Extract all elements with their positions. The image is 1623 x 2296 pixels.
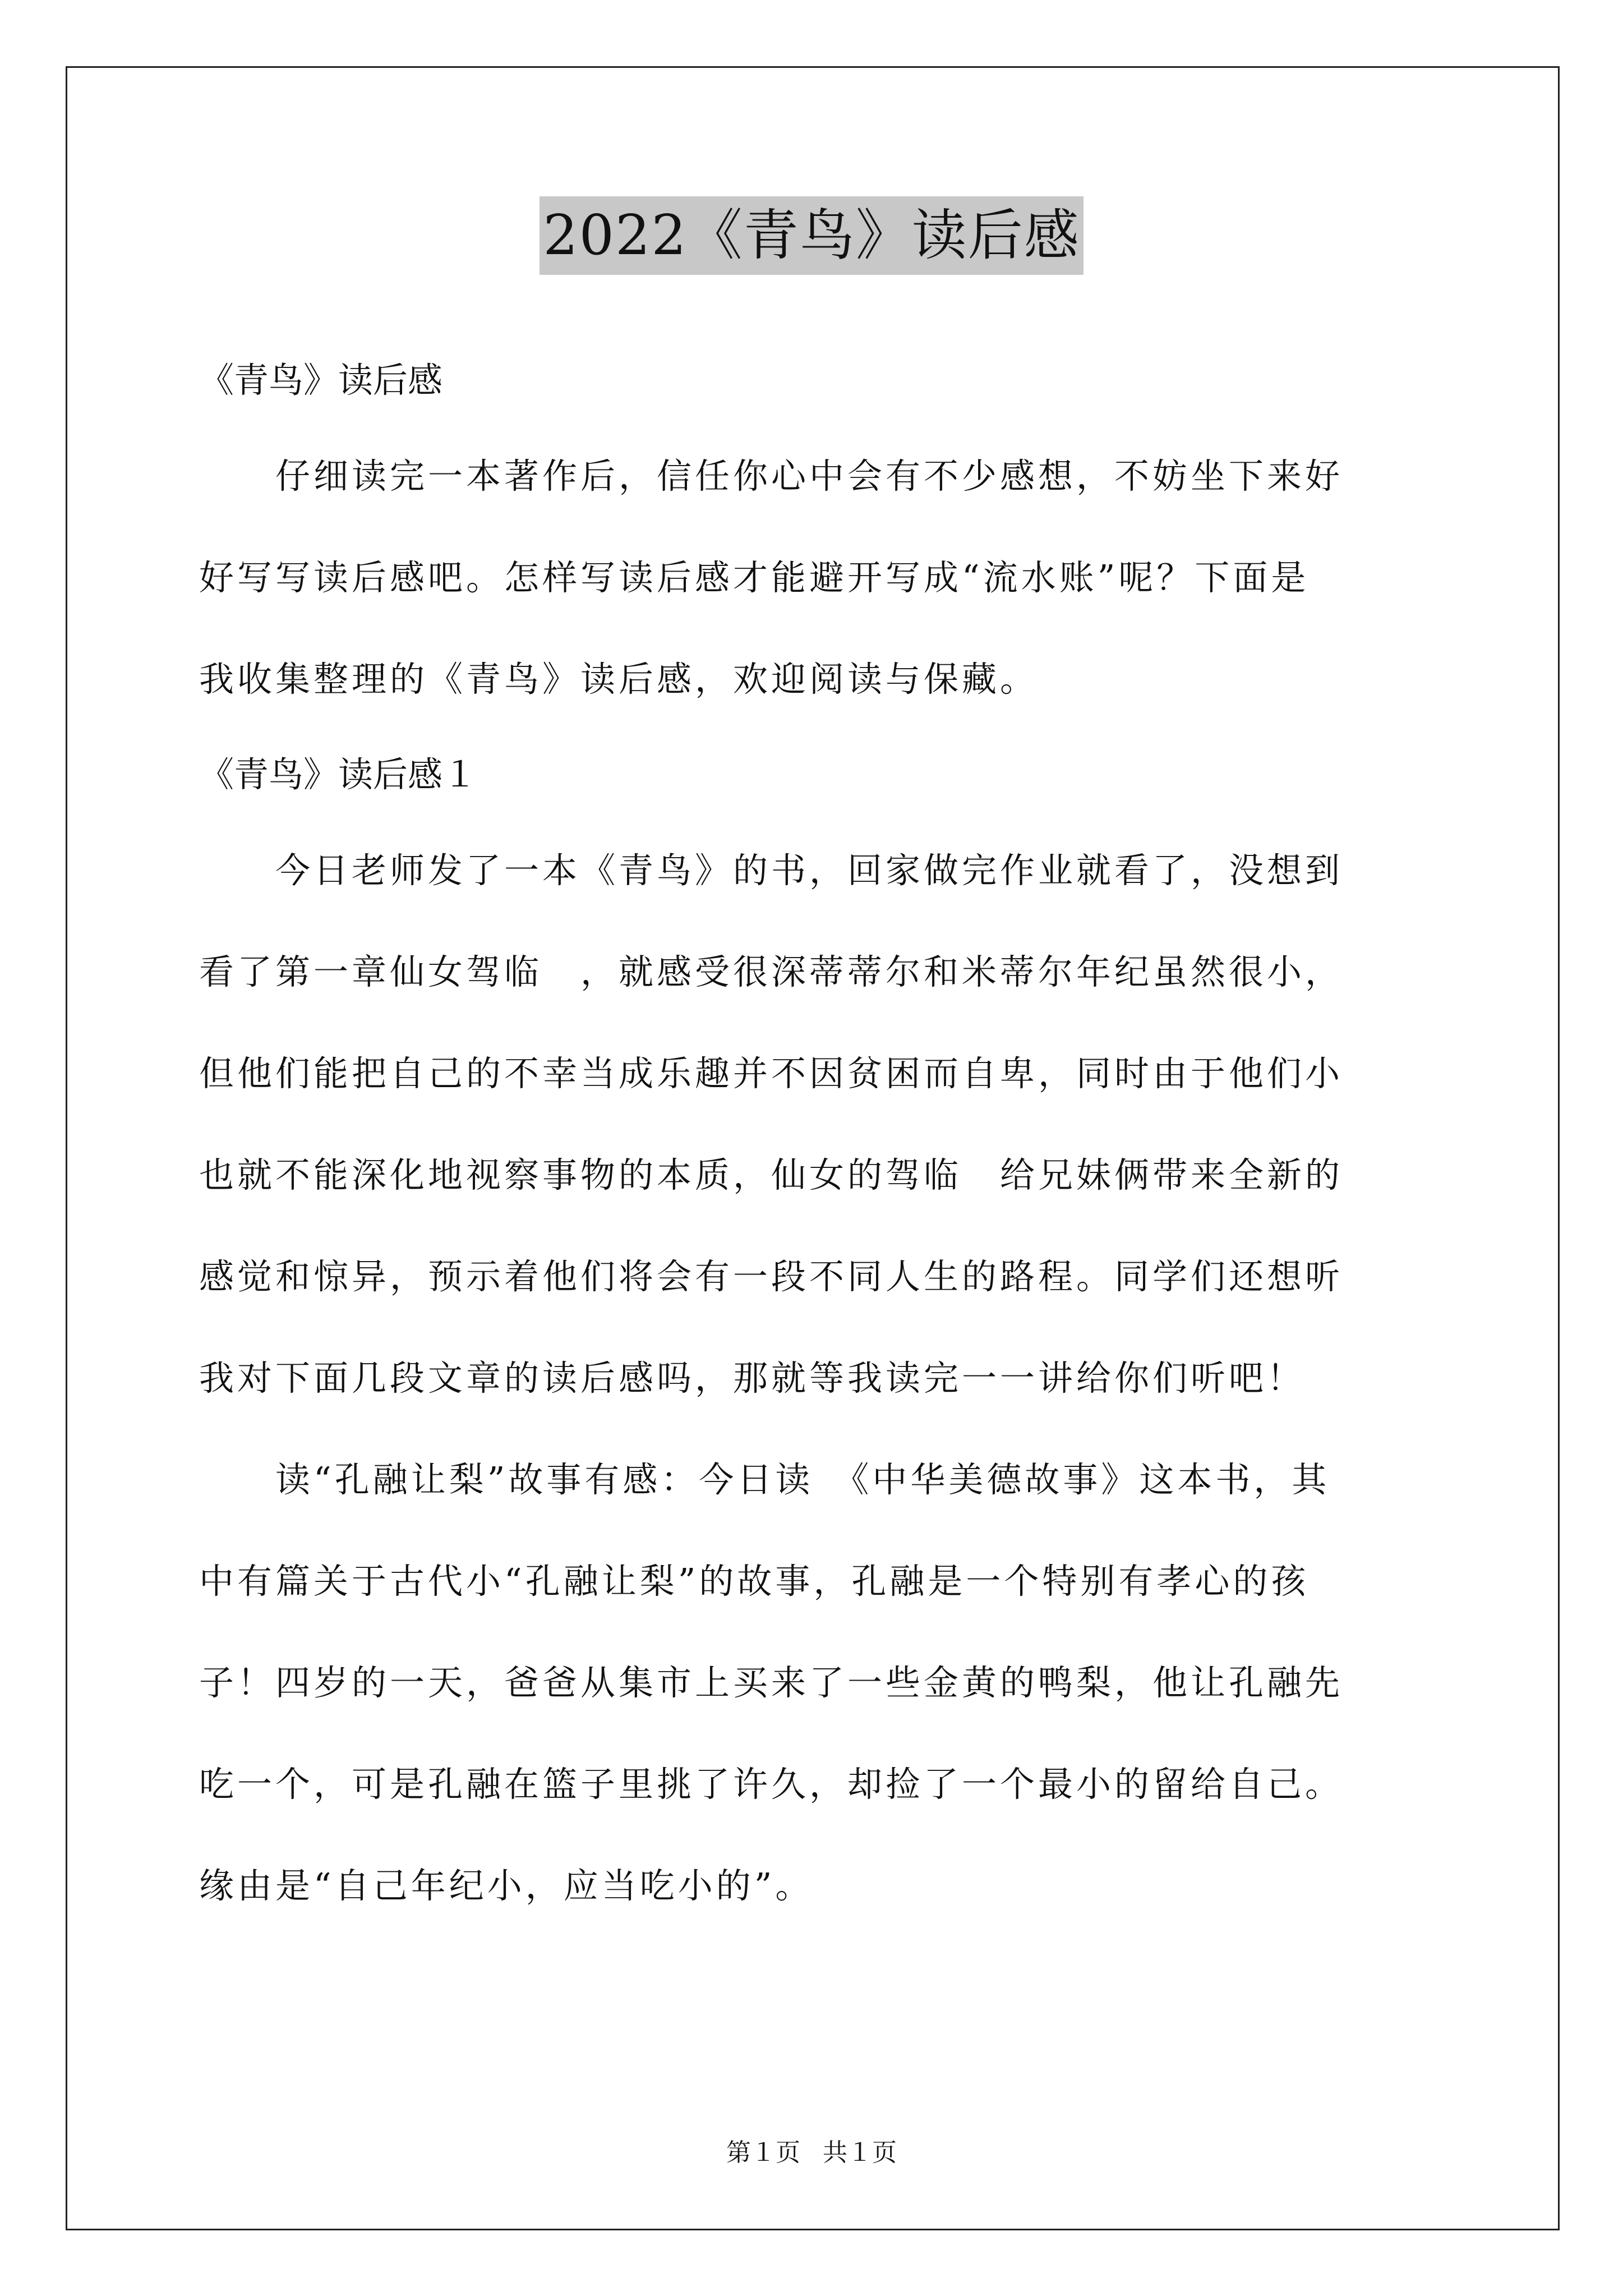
- text-line: 但他们能把自己的不幸当成乐趣并不因贫困而自卑，同时由于他们小: [199, 1053, 1344, 1094]
- text-line: 子！四岁的一天，爸爸从集市上买来了一些金黄的鸭梨，他让孔融先: [199, 1662, 1344, 1703]
- intro-heading: 《青鸟》读后感: [199, 360, 443, 401]
- text-line: 也就不能深化地视察事物的本质，仙女的驾临 给兄妹俩带来全新的: [199, 1154, 1344, 1195]
- text-line: 感觉和惊异，预示着他们将会有一段不同人生的路程。同学们还想听: [199, 1256, 1344, 1297]
- text-line: 仔细读完一本著作后，信任你心中会有不少感想，不妨坐下来好: [199, 455, 1344, 496]
- text-line: 今日老师发了一本《青鸟》的书，回家做完作业就看了，没想到: [199, 850, 1344, 891]
- text-line: 好写写读后感吧。怎样写读后感才能避开写成“流水账”呢？下面是: [199, 557, 1310, 598]
- document-body: [199, 347, 1433, 1936]
- text-line: 我对下面几段文章的读后感吗，那就等我读完一一讲给你们听吧！: [199, 1358, 1306, 1398]
- intro-paragraph: [199, 425, 1433, 730]
- text-line: 吃一个，可是孔融在篮子里挑了许久，却捡了一个最小的留给自己。: [199, 1764, 1344, 1805]
- page-number-total: 共１页: [823, 2138, 897, 2167]
- section1-paragraph: [199, 820, 1433, 1429]
- text-line: 我收集整理的《青鸟》读后感，欢迎阅读与保藏。: [199, 659, 1039, 700]
- text-line: 读“孔融让梨”故事有感：今日读 《中华美德故事》这本书，其: [199, 1459, 1330, 1500]
- page-number-current: 第１页: [726, 2138, 800, 2167]
- section2-paragraph: [199, 1429, 1433, 1936]
- title-container: [0, 196, 1623, 275]
- text-line: 缘由是“自己年纪小，应当吃小的”。: [199, 1865, 814, 1906]
- text-line: 中有篇关于古代小“孔融让梨”的故事，孔融是一个特别有孝心的孩: [199, 1561, 1310, 1602]
- text-line: 看了第一章仙女驾临 ，就感受很深蒂蒂尔和米蒂尔年纪虽然很小，: [199, 951, 1344, 992]
- document-title: 2022《青鸟》读后感: [540, 196, 1083, 275]
- section1-heading: 《青鸟》读后感１: [199, 754, 478, 795]
- page-footer: [0, 2136, 1623, 2170]
